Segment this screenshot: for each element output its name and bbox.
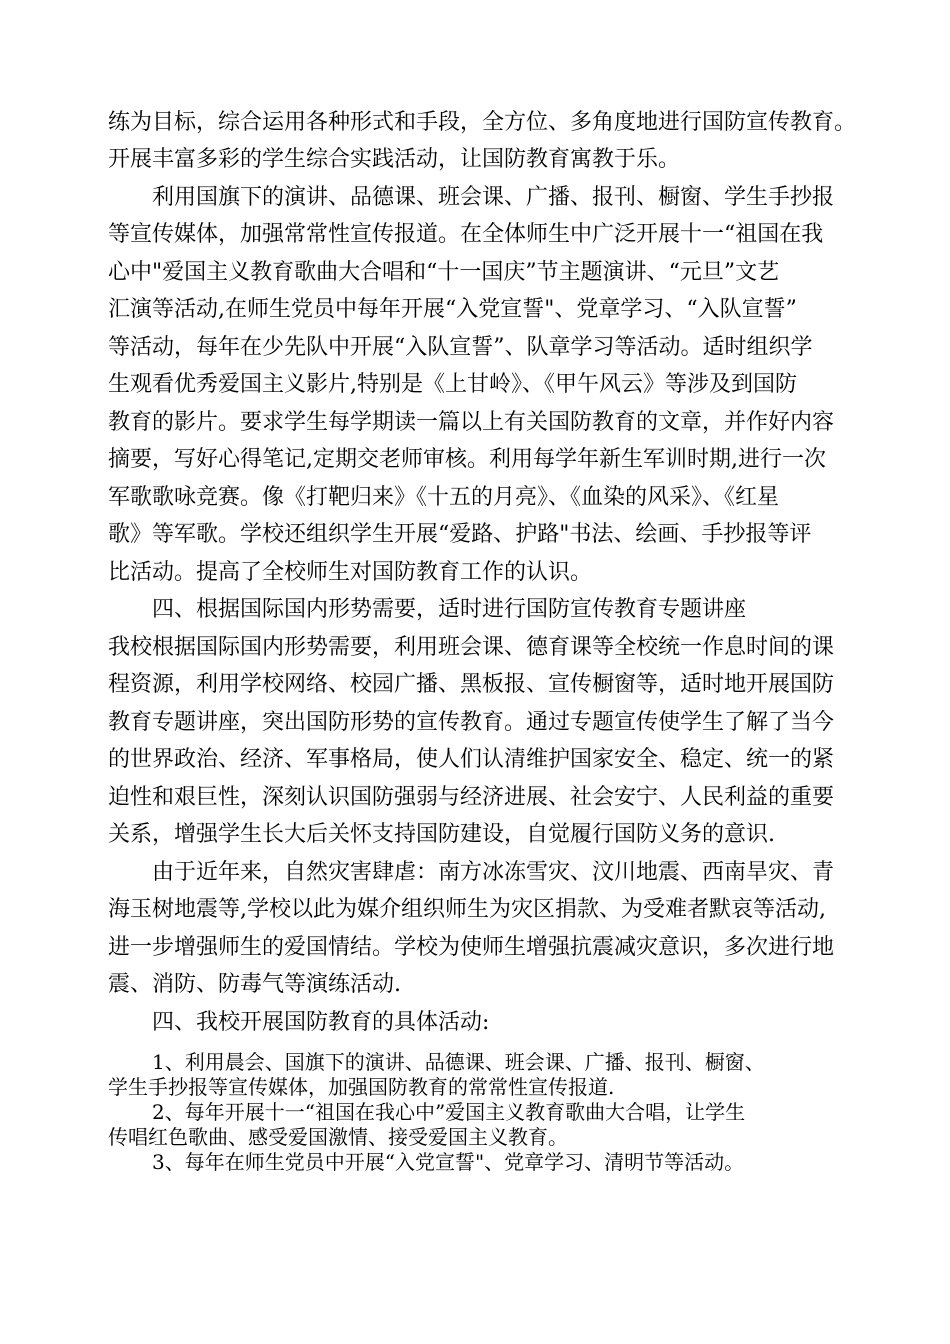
paragraph-line: 汇演等活动,在师生党员中每年开展“入党宣誓"、党章学习、“入队宣誓”: [108, 297, 797, 322]
paragraph-line: 等宣传媒体，加强常常性宣传报道。在全体师生中广泛开展十一“祖国在我: [108, 222, 824, 247]
paragraph-line: 歌》等军歌。学校还组织学生开展“爱路、护路"书法、绘画、手抄报等评: [108, 522, 812, 547]
paragraph-line: 的世界政治、经济、军事格局，使人们认清维护国家安全、稳定、统一的紧: [108, 747, 835, 772]
paragraph-line: 军歌歌咏竞赛。像《打靶归来》《十五的月亮》、《血染的风采》、《红星: [108, 485, 780, 510]
paragraph-line: 开展丰富多彩的学生综合实践活动，让国防教育寓教于乐。: [108, 147, 681, 172]
paragraph-line: 心中"爱国主义教育歌曲大合唱和“十一国庆”节主题演讲、“元旦”文艺: [108, 260, 780, 285]
paragraph-line: 程资源，利用学校网络、校园广播、黑板报、宣传橱窗等，适时地开展国防: [108, 672, 835, 697]
list-item: 1、利用晨会、国旗下的演讲、品德课、班会课、广播、报刊、橱窗、: [152, 1050, 765, 1074]
paragraph-line: 关系，增强学生长大后关怀支持国防建设，自觉履行国防义务的意识.: [108, 822, 775, 847]
paragraph-line: 摘要，写好心得笔记,定期交老师审核。利用每学年新生军训时期,进行一次: [108, 447, 826, 472]
list-item-continuation: 学生手抄报等宣传媒体，加强国防教育的常常性宣传报道.: [108, 1075, 615, 1099]
paragraph-line: 比活动。提高了全校师生对国防教育工作的认识。: [108, 560, 593, 585]
paragraph-line: 震、消防、防毒气等演练活动.: [108, 972, 401, 997]
paragraph-line: 我校根据国际国内形势需要，利用班会课、德育课等全校统一作息时间的课: [108, 635, 835, 660]
paragraph-line: 练为目标，综合运用各种形式和手段，全方位、多角度地进行国防宣传教育。: [108, 110, 857, 135]
paragraph-line: 生观看优秀爱国主义影片,特别是《上甘岭》、《甲午风云》等涉及到国防: [108, 372, 797, 397]
paragraph-line: 教育专题讲座，突出国防形势的宣传教育。通过专题宣传使学生了解了当今: [108, 710, 835, 735]
list-item-continuation: 传唱红色歌曲、感受爱国激情、接受爱国主义教育。: [108, 1125, 568, 1149]
paragraph-line: 进一步增强师生的爱国情结。学校为使师生增强抗震减灾意识，多次进行地: [108, 935, 835, 960]
list-item: 3、每年在师生党员中开展“入党宣誓"、党章学习、清明节等活动。: [152, 1150, 745, 1174]
paragraph-line: 等活动，每年在少先队中开展“入队宣誓”、队章学习等活动。适时组织学: [108, 335, 813, 360]
paragraph-line: 海玉树地震等,学校以此为媒介组织师生为灾区捐款、为受难者默哀等活动,: [108, 897, 826, 922]
section-heading: 四、我校开展国防教育的具体活动:: [152, 1010, 490, 1035]
list-item: 2、每年开展十一“祖国在我心中”爱国主义教育歌曲大合唱，让学生: [152, 1100, 746, 1124]
section-heading: 四、根据国际国内形势需要，适时进行国防宣传教育专题讲座: [152, 597, 747, 622]
paragraph-line: 利用国旗下的演讲、品德课、班会课、广播、报刊、橱窗、学生手抄报: [152, 185, 835, 210]
paragraph-line: 由于近年来，自然灾害肆虐：南方冰冻雪灾、汶川地震、西南旱灾、青: [152, 860, 835, 885]
paragraph-line: 迫性和艰巨性，深刻认识国防强弱与经济进展、社会安宁、人民利益的重要: [108, 785, 835, 810]
paragraph-line: 教育的影片。要求学生每学期读一篇以上有关国防教育的文章，并作好内容: [108, 410, 835, 435]
